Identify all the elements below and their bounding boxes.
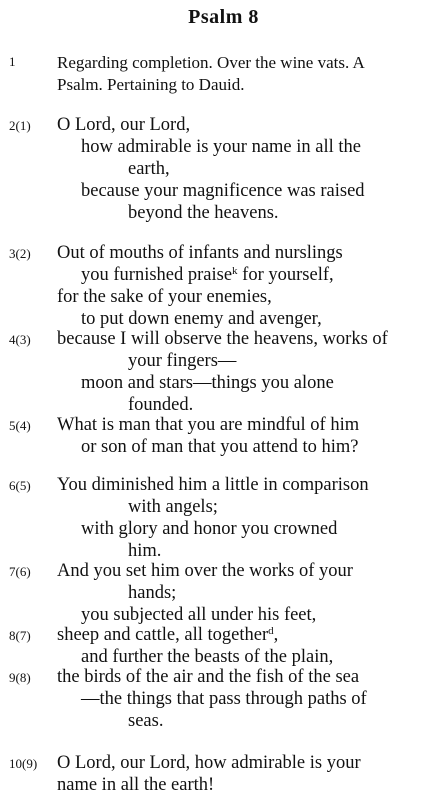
- verse-line: him.: [128, 541, 162, 561]
- verse-line: Regarding completion. Over the wine vats. A: [57, 53, 365, 72]
- verse-line: name in all the earth!: [57, 775, 215, 795]
- verse-line: your fingers—: [128, 351, 237, 371]
- verse-line: sheep and cattle, all together$^d$,: [57, 625, 279, 645]
- verse-number: 6(5): [9, 478, 31, 493]
- footnote-marker: k: [232, 265, 238, 277]
- verse-line: moon and stars—things you alone: [81, 373, 334, 393]
- verse-line: founded.: [128, 395, 194, 415]
- verse-line: for the sake of your enemies,: [57, 287, 272, 307]
- verse-line: O Lord, our Lord, how admirable is your: [57, 753, 361, 773]
- verse-number: 4(3): [9, 332, 31, 347]
- verse-line: —the things that pass through paths of: [81, 689, 367, 709]
- verse-line: because your magnificence was raised: [81, 181, 365, 201]
- verse-line: with glory and honor you crowned: [81, 519, 338, 539]
- verse-line: You diminished him a little in comparison: [57, 475, 369, 495]
- verse-line: Psalm. Pertaining to Dauid.: [57, 75, 245, 94]
- verse-number: 8(7): [9, 628, 31, 643]
- verse-line: how admirable is your name in all the: [81, 137, 361, 157]
- verse-number: 2(1): [9, 118, 31, 133]
- verse-line: to put down enemy and avenger,: [81, 309, 322, 329]
- verse-line: seas.: [128, 711, 164, 731]
- verse-line: earth,: [128, 159, 170, 179]
- page-title: Psalm 8: [188, 6, 259, 28]
- verse-line: And you set him over the works of your: [57, 561, 353, 581]
- verse-number: 10(9): [9, 756, 38, 771]
- verse-number: 9(8): [9, 670, 31, 685]
- verse-line: or son of man that you attend to him?: [81, 437, 359, 457]
- verse-line: you furnished praise$^k$ for yourself,: [81, 265, 334, 285]
- verse-line: you subjected all under his feet,: [81, 605, 317, 625]
- verse-line: O Lord, our Lord,: [57, 115, 191, 135]
- verse-line: the birds of the air and the fish of the sea: [57, 667, 360, 687]
- verse-number: 1: [9, 54, 16, 69]
- verse-number: 3(2): [9, 246, 31, 261]
- footnote-marker: d: [268, 625, 274, 637]
- verse-line: because I will observe the heavens, works of: [57, 329, 388, 349]
- verse-line: beyond the heavens.: [128, 203, 279, 223]
- verse-line: with angels;: [128, 497, 218, 517]
- verse-line: What is man that you are mindful of him: [57, 415, 360, 435]
- verse-line: and further the beasts of the plain,: [81, 647, 334, 667]
- verse-number: 5(4): [9, 418, 31, 433]
- verse-number: 7(6): [9, 564, 31, 579]
- verse-line: hands;: [128, 583, 177, 603]
- verse-line: Out of mouths of infants and nurslings: [57, 243, 343, 263]
